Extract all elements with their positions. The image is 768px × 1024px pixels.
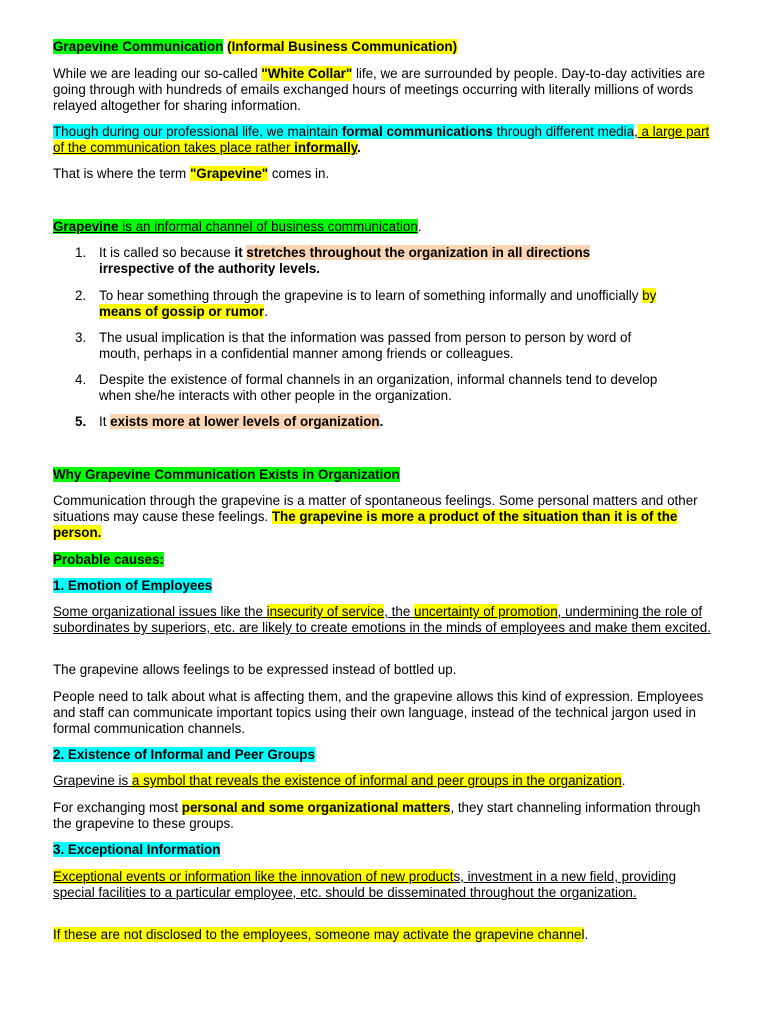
- why-paragraph: Communication through the grapevine is a matter of spontaneous feelings. Some personal matters and other situations may cause these feelings. The grapevine is more a product of the situation than it is of the person.: [53, 493, 698, 540]
- document-title: [53, 39, 715, 55]
- formal-paragraph: Though during our professional life, we maintain formal communications through different media, a large part of the communication takes place rather informally.: [53, 124, 710, 155]
- list-item: 4. Despite the existence of formal channels in an organization, informal channels tend to develop when she/he interacts with other people in the organization.: [75, 372, 658, 403]
- term-paragraph: That is where the term "Grapevine" comes in.: [53, 166, 330, 181]
- probable-causes-heading: Probable causes:: [53, 552, 164, 567]
- title-subtitle: (Informal Business Communication): [227, 39, 458, 54]
- list-item: 5. It exists more at lower levels of organization.: [75, 414, 384, 429]
- cause1-paragraph-2: The grapevine allows feelings to be expressed instead of bottled up.: [53, 662, 457, 677]
- cause2-paragraph: Grapevine is a symbol that reveals the existence of informal and peer groups in the organization.: [53, 773, 626, 788]
- cause1-paragraph-3: People need to talk about what is affecting them, and the grapevine allows this kind of expression. Employees and staff can communicate important topics using their own language, instead of the technical jargon used in formal communication channels.: [53, 689, 704, 736]
- cause2-paragraph-2: For exchanging most personal and some organizational matters, they start channeling information through the grapevine to these groups.: [53, 800, 701, 831]
- white-collar-highlight: "White Collar": [261, 66, 353, 81]
- list-item: 2. To hear something through the grapevine is to learn of something informally and unofficially by means of gossip or rumor.: [75, 288, 657, 319]
- title-highlight: Grapevine Communication: [53, 39, 224, 54]
- list-item: 1. It is called so because it stretches throughout the organization in all directions irrespective of the authority levels.: [75, 245, 591, 276]
- intro-paragraph: While we are leading our so-called "White Collar" life, we are surrounded by people. Day-to-day activities are going through with hundreds of emails exchanged hours of meetings occurring with literally millions of words relayed altogether for sharing information.: [53, 66, 706, 113]
- cause1-heading: 1. Emotion of Employees: [53, 578, 213, 593]
- why-heading: Why Grapevine Communication Exists in Organization: [53, 467, 400, 482]
- definition-paragraph: Grapevine is an informal channel of business communication.: [53, 219, 422, 234]
- cause3-paragraph: Exceptional events or information like the innovation of new products, investment in a new field, providing special facilities to a particular employee, etc. should be disseminated throughout the organization.: [53, 869, 677, 900]
- cause3-paragraph-2: If these are not disclosed to the employees, someone may activate the grapevine channel.: [53, 927, 589, 942]
- cause2-heading: 2. Existence of Informal and Peer Groups: [53, 747, 315, 762]
- cause1-paragraph: Some organizational issues like the insecurity of service, the uncertainty of promotion, undermining the role of subordinates by superiors, etc. are likely to create emotions in the minds of employees and make them excited.: [53, 604, 711, 635]
- cause3-heading: 3. Exceptional Information: [53, 842, 221, 857]
- list-item: 3. The usual implication is that the information was passed from person to person by word of mouth, perhaps in a confidential manner among friends or colleagues.: [75, 330, 632, 361]
